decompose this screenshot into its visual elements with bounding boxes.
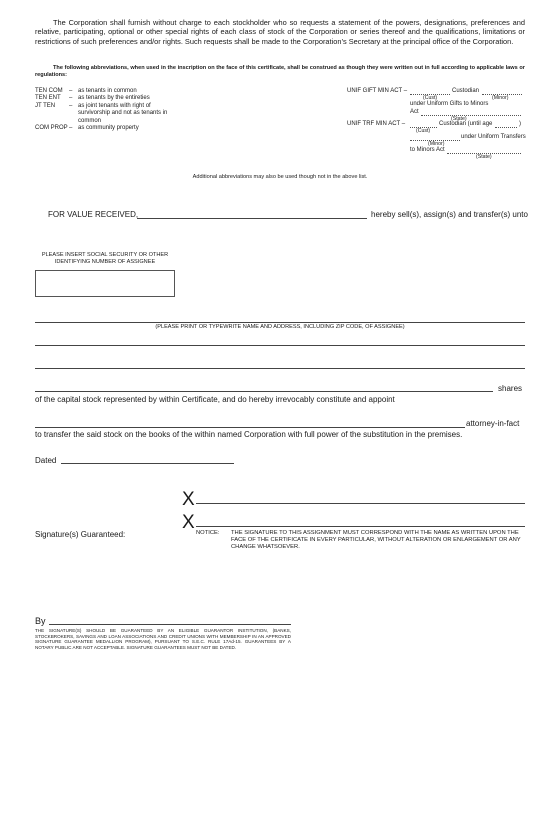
shares-line[interactable] xyxy=(35,391,493,392)
rights-statement-text: The Corporation shall furnish without charge to each stockholder who so requests a statement of the powers, designations, preferences and relative, participating, optional or other special rights of each class of stock of the Corporation or series thereof and the qualifications, limitations or restrictions of such preferences and/or rights. Such requests shall be made to the Corporation’s Secretary at the principal office of the Corporation. xyxy=(35,18,525,46)
abbr-ten-com xyxy=(35,88,175,95)
trf-act-text: to Minors Act xyxy=(410,147,445,153)
abbreviations-left xyxy=(35,88,175,132)
abbr-code: COM PROP xyxy=(35,125,68,132)
additional-abbreviations-note: Additional abbreviations may also be used though not in the above list. xyxy=(192,174,368,180)
guarantor-signature-line[interactable] xyxy=(49,624,291,625)
ssn-input-box[interactable] xyxy=(35,270,175,297)
gift-minor-caption: (Minor) xyxy=(492,95,509,101)
abbr-meaning: as joint tenants with right of survivorship and not as tenants in common xyxy=(78,102,168,124)
abbr-dash: – xyxy=(69,88,73,94)
abbr-ten-ent xyxy=(35,95,175,102)
abbr-com-prop xyxy=(35,125,175,132)
abbr-code: TEN COM xyxy=(35,88,63,94)
date-line[interactable] xyxy=(61,463,234,464)
trf-state-caption: (State) xyxy=(476,154,492,160)
abbr-dash: – xyxy=(69,95,73,102)
gift-custodian-label: Custodian xyxy=(452,88,480,94)
transfer-books-text: to transfer the said stock on the books of the within named Corporation with full power of the substitution in the premises. xyxy=(35,430,463,439)
gift-under-text: under Uniform Gifts to Minors xyxy=(410,101,489,107)
ssn-label-line-1: PLEASE INSERT SOCIAL SECURITY OR OTHER xyxy=(41,252,169,258)
hereby-transfer-label: hereby sell(s), assign(s) and transfer(s) unto xyxy=(371,210,528,219)
signature-guaranteed-label: Signature(s) Guaranteed: xyxy=(35,530,126,539)
capital-stock-text: of the capital stock represented by within Certificate, and do hereby irrevocably constitute and appoint xyxy=(35,395,395,404)
attorney-label: attorney-in-fact xyxy=(466,419,520,428)
abbr-code: TEN ENT xyxy=(35,95,61,102)
abbr-meaning: as community property xyxy=(78,125,139,132)
guarantee-requirements-text: THE SIGNATURE(S) SHOULD BE GUARANTEED BY AN ELIGIBLE GUARANTOR INSTITUTION, (BANKS, STOCKBROKERS, SAVINGS AND LOAN ASSOCIATIONS AND CREDIT UNIONS WITH MEMBERSHIP IN AN APPROVED SIGNATURE GUARANTEE MEDALLION PROGRAM), PURSUANT TO S.E.C. RULE 17Ad-15. GUARANTEES BY A NOTARY PUBLIC ARE NOT ACCEPTABLE. SIGNATURE GUARANTEES MUST NOT BE DATED. xyxy=(35,628,291,650)
dated-label: Dated xyxy=(35,456,57,465)
gift-act-label: UNIF GIFT MIN ACT – xyxy=(347,88,408,94)
trf-minor-caption: (Minor) xyxy=(428,141,445,147)
trf-age-line[interactable] xyxy=(495,127,517,128)
trf-close-paren: ) xyxy=(519,121,521,127)
attorney-line[interactable] xyxy=(35,427,465,428)
abbr-code: JT TEN xyxy=(35,102,56,109)
abbr-dash: – xyxy=(69,125,73,132)
rights-statement xyxy=(35,18,525,46)
shares-label: shares xyxy=(498,384,523,393)
notice-label: NOTICE: xyxy=(196,530,220,536)
ssn-label-line-2: IDENTIFYING NUMBER OF ASSIGNEE xyxy=(54,258,156,265)
for-value-label: FOR VALUE RECEIVED, xyxy=(48,210,139,219)
abbr-dash: – xyxy=(69,102,73,109)
trf-act-label: UNIF TRF MIN ACT – xyxy=(347,121,406,127)
trf-cust-caption: (Cust) xyxy=(416,128,431,134)
ssn-label xyxy=(35,252,175,266)
abbr-meaning: as tenants by the entireties xyxy=(78,95,150,102)
gift-state-line[interactable] xyxy=(421,115,521,116)
abbr-jt-ten xyxy=(35,103,175,125)
gift-cust-caption: (Cust) xyxy=(423,95,438,101)
signature-line-1[interactable] xyxy=(196,503,525,504)
transferor-line[interactable] xyxy=(137,218,367,219)
by-label: By xyxy=(35,616,46,626)
notice-text: THE SIGNATURE TO THIS ASSIGNMENT MUST CORRESPOND WITH THE NAME AS WRITTEN UPON THE FACE OF THE CERTIFICATE IN EVERY PARTICULAR, WITHOUT ALTERATION OR ENLARGEMENT OR ANY CHANGE WHATSOEVER. xyxy=(231,530,521,550)
trf-custodian-label: Custodian (until age xyxy=(439,121,493,127)
abbr-meaning: as tenants in common xyxy=(78,88,137,94)
abbreviations-note-text: The following abbreviations, when used in the inscription on the face of this certificate, shall be construed as though they were written out in full according to applicable laws or regulations: xyxy=(35,65,525,78)
assignee-name-line[interactable] xyxy=(35,322,525,323)
gift-state-caption: (State) xyxy=(451,116,467,122)
assignee-address-line-2[interactable] xyxy=(35,368,525,369)
gift-act-text: Act xyxy=(410,109,419,115)
assignee-address-line-1[interactable] xyxy=(35,345,525,346)
signature-x-1: X xyxy=(182,489,195,510)
signature-line-2[interactable] xyxy=(196,526,525,527)
print-name-caption: (PLEASE PRINT OR TYPEWRITE NAME AND ADDRESS, INCLUDING ZIP CODE, OF ASSIGNEE) xyxy=(155,324,405,330)
abbreviations-note xyxy=(35,65,525,79)
signature-x-2: X xyxy=(182,512,195,533)
trf-under-text: under Uniform Transfers xyxy=(461,134,526,140)
